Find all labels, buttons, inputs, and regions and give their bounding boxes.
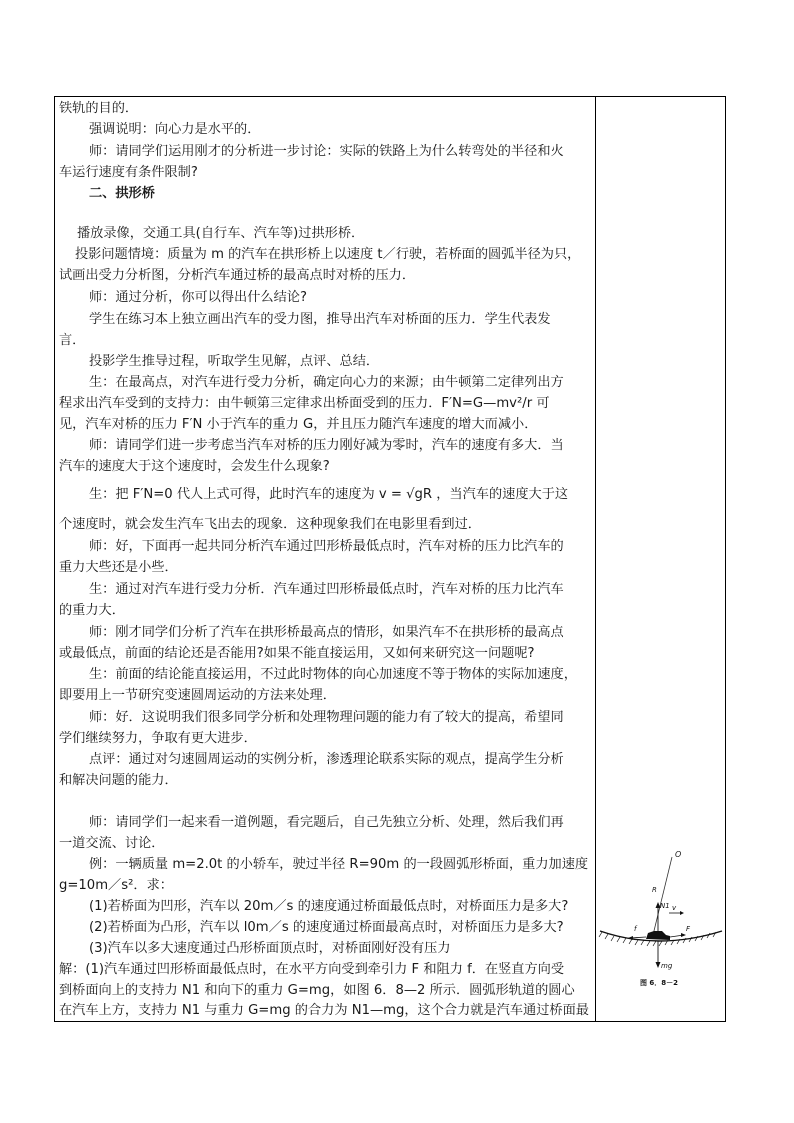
center-label: O	[675, 850, 682, 859]
text-line: 车运行速度有条件限制?	[59, 165, 198, 180]
text-line: 解：(1)汽车通过凹形桥面最低点时，在水平方向受到牵引力 F 和阻力 f．在竖直方向受	[59, 962, 565, 977]
text-line: 师：请同学们进一步考虑当汽车对桥的压力刚好减为零时，汽车的速度有多大．当	[89, 438, 564, 453]
radius-line	[653, 857, 672, 935]
velocity-arrowhead	[680, 911, 684, 915]
text-line: 的重力大．	[59, 603, 125, 618]
text-line: 重力大些还是小些．	[59, 560, 178, 575]
text-line: (2)若桥面为凸形，汽车以 l0m／s 的速度通过桥面最高点时，对桥面压力是多大?	[89, 920, 564, 935]
section-heading: 二、拱形桥	[89, 186, 155, 201]
text-line: 投影学生推导过程，听取学生见解，点评、总结．	[89, 354, 380, 369]
text-line: 生：前面的结论能直接运用，不过此时物体的向心加速度不等于物体的实际加速度，	[89, 667, 577, 682]
text-line: 到桥面向上的支持力 N1 和向下的重力 G=mg，如图 6．8—2 所示．圆弧形轨道的圆心	[59, 983, 575, 998]
car-shape	[646, 931, 670, 940]
friction-arrowhead	[628, 936, 633, 940]
text-line: 生：把 F′N=0 代人上式可得，此时汽车的速度为 v = √gR ，当汽车的速度大于这	[89, 487, 569, 502]
text-line: 师：通过分析，你可以得出什么结论?	[89, 290, 307, 305]
text-line: 学生在练习本上独立画出汽车的受力图，推导出汽车对桥面的压力．学生代表发	[89, 312, 551, 327]
text-line: 师：请同学们运用刚才的分析进一步讨论：实际的铁路上为什么转弯处的半径和火	[89, 144, 564, 159]
text-line: 师：刚才同学们分析了汽车在拱形桥最高点的情形，如果汽车不在拱形桥的最高点	[89, 625, 564, 640]
radius-label: R	[652, 886, 657, 894]
text-line: 生：在最高点，对汽车进行受力分析，确定向心力的来源；由牛顿第二定律列出方	[89, 375, 564, 390]
text-line: 汽车的速度大于这个速度时，会发生什么现象?	[59, 459, 330, 474]
bridge-force-diagram	[596, 847, 725, 1002]
text-line: 铁轨的目的．	[59, 101, 139, 116]
text-line: 强调说明：向心力是水平的．	[89, 122, 261, 137]
text-line: 师：好．这说明我们很多同学分析和处理物理问题的能力有了较大的提高，希望同	[89, 710, 564, 725]
text-line: 一道交流、讨论．	[59, 836, 165, 851]
text-line: 投影问题情境：质量为 m 的汽车在拱形桥上以速度 t／行驶，若桥面的圆弧半径为只，	[75, 247, 581, 262]
gravity-label: mg	[661, 962, 673, 970]
figure-caption: 图 6．8－2	[640, 979, 679, 987]
text-line: 生：通过对汽车进行受力分析．汽车通过凹形桥最低点时，汽车对桥的压力比汽车	[89, 582, 564, 597]
text-line: 点评：通过对匀速圆周运动的实例分析，渗透理论联系实际的观点，提高学生分析	[89, 752, 564, 767]
traction-arrowhead	[681, 933, 686, 937]
text-line: 试画出受力分析图，分析汽车通过桥的最高点时对桥的压力．	[59, 268, 416, 283]
text-line: (3)汽车以多大速度通过凸形桥面顶点时，对桥面刚好没有压力	[89, 941, 451, 956]
text-line: 学们继续努力，争取有更大进步．	[59, 731, 257, 746]
lesson-table	[54, 96, 726, 1022]
text-line: 师：好，下面再一起共同分析汽车通过凹形桥最低点时，汽车对桥的压力比汽车的	[89, 539, 564, 554]
text-line: 或最低点，前面的结论还是否能用?如果不能直接运用，又如何来研究这一问题呢?	[59, 646, 535, 661]
text-line: 和解决问题的能力．	[59, 773, 178, 788]
text-line: 个速度时，就会发生汽车飞出去的现象．这种现象我们在电影里看到过．	[59, 517, 481, 532]
normal-force-label: N1	[660, 902, 670, 910]
text-line: 即要用上一节研究变速圆周运动的方法来处理．	[59, 688, 336, 703]
text-line: (1)若桥面为凹形，汽车以 20m／s 的速度通过桥面最低点时，对桥面压力是多大?	[89, 899, 569, 914]
velocity-label: v	[672, 904, 677, 912]
text-line: 师：请同学们一起来看一道例题，看完题后，自己先独立分析、处理，然后我们再	[89, 815, 564, 830]
text-line: 在汽车上方，支持力 N1 与重力 G=mg 的合力为 N1—mg，这个合力就是汽车通过桥面最	[59, 1003, 589, 1018]
text-line: 程求出汽车受到的支持力：由牛顿第三定律求出桥面受到的压力．F′N=G—mv²/r 可	[59, 396, 550, 411]
text-line: 见，汽车对桥的压力 F′N 小于汽车的重力 G，并且压力随汽车速度的增大而减小．	[59, 417, 538, 432]
traction-label: F	[686, 925, 691, 933]
text-line: g=10m／s²．求：	[59, 878, 173, 893]
text-line: 言．	[59, 333, 86, 348]
friction-label: f	[634, 925, 637, 933]
gravity-arrowhead	[656, 962, 661, 968]
text-line: 播放录像，交通工具(自行车、汽车等)过拱形桥．	[77, 226, 365, 241]
text-line: 例：一辆质量 m=2.0t 的小轿车，驶过半径 R=90m 的一段圆弧形桥面，重力加速度	[89, 857, 589, 872]
